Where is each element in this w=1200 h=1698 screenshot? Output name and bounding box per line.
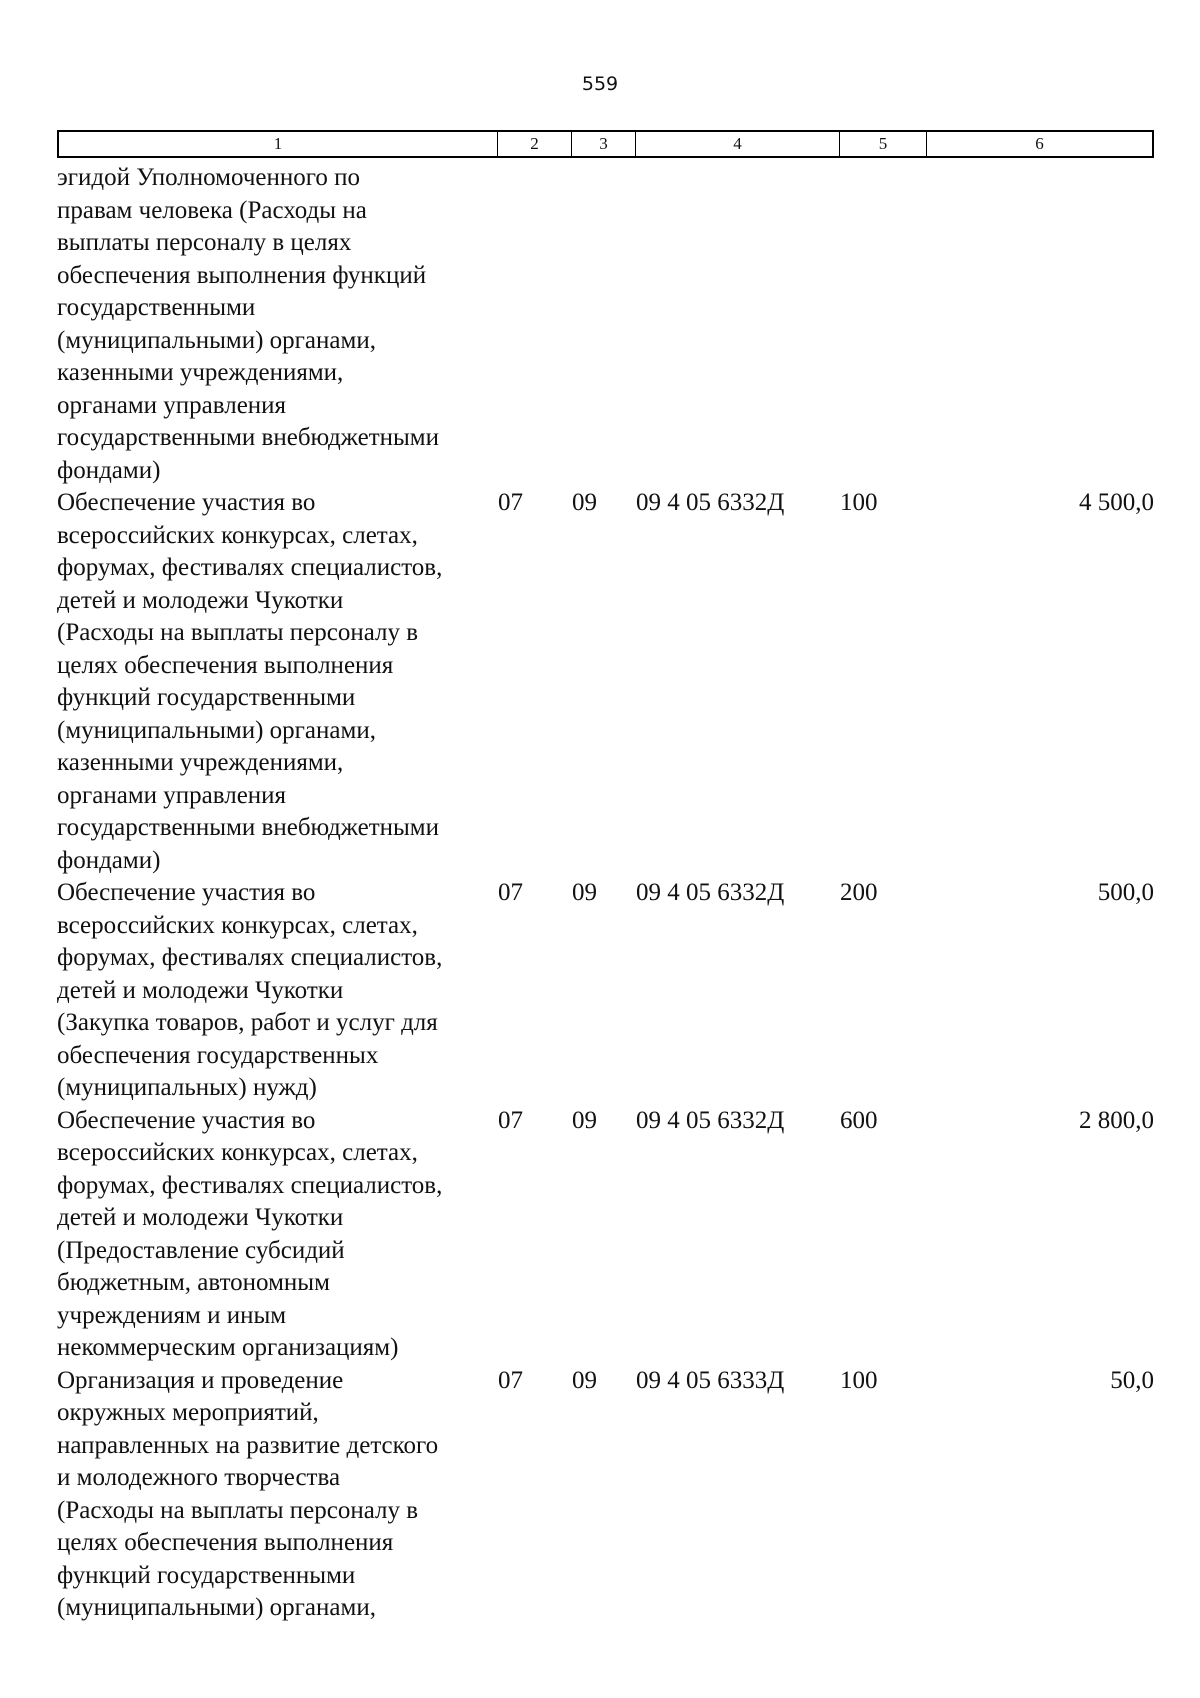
table-row — [57, 487, 1154, 877]
row-target-article-code: 09 4 05 6332Д — [636, 879, 785, 906]
row-subsection-code: 09 — [572, 489, 597, 516]
row-sum: 500,0 — [1097, 879, 1154, 906]
row-target-article-code: 09 4 05 6333Д — [636, 1366, 785, 1394]
table-row — [57, 1105, 1154, 1365]
row-subsection-code: 09 — [572, 879, 597, 906]
header-col-1: 1 — [59, 132, 498, 156]
header-col-4: 4 — [636, 132, 840, 156]
table-body — [57, 162, 1154, 1625]
table-row — [57, 1365, 1154, 1625]
row-section-code: 07 — [498, 489, 523, 516]
row-description: Обеспечение участия во всероссийских конкурсах, слетах, форумах, фестивалях специалистов, детей и молодежи Чукотки (Закупка товаров, работ и услуг для обеспечения государственных (муниципальных) нужд) — [57, 879, 443, 1101]
row-expense-type-code: 100 — [840, 1366, 878, 1394]
header-col-6: 6 — [1035, 134, 1044, 153]
row-description: Организация и проведение окружных мероприятий, направленных на развитие детского и молодежного творчества (Расходы на выплаты персоналу в целях обеспечения выполнения функций государственными (муниципальными) органами, — [57, 1366, 439, 1621]
row-target-article-code: 09 4 05 6332Д — [636, 1106, 785, 1134]
row-description: эгидой Уполномоченного по правам человека (Расходы на выплаты персоналу в целях обеспечения выполнения функций государственными (муниципальными) органами, казенными учреждениями, органами управления государственными внебюджетными фондами) — [57, 164, 440, 484]
row-expense-type-code: 600 — [840, 1106, 878, 1134]
row-expense-type-code: 100 — [840, 489, 878, 516]
page-number: 559 — [581, 73, 619, 95]
row-sum: 50,0 — [1110, 1366, 1154, 1394]
row-subsection-code: 09 — [572, 1366, 597, 1394]
row-description: Обеспечение участия во всероссийских конкурсах, слетах, форумах, фестивалях специалистов, детей и молодежи Чукотки (Расходы на выплаты персоналу в целях обеспечения выполнения функций государственными (муниципальными) органами, казенными учреждениями, органами управления государственными внебюджетными фондами) — [57, 489, 443, 874]
header-col-2: 2 — [498, 132, 572, 156]
row-sum: 4 500,0 — [1079, 489, 1154, 516]
row-section-code: 07 — [498, 1366, 523, 1394]
table-row — [57, 162, 1154, 487]
row-sum: 2 800,0 — [1079, 1106, 1154, 1134]
row-section-code: 07 — [498, 879, 523, 906]
row-target-article-code: 09 4 05 6332Д — [636, 489, 785, 516]
header-col-3: 3 — [572, 132, 636, 156]
row-expense-type-code: 200 — [840, 879, 878, 906]
row-section-code: 07 — [498, 1106, 523, 1134]
row-description: Обеспечение участия во всероссийских конкурсах, слетах, форумах, фестивалях специалистов, детей и молодежи Чукотки (Предоставление субсидий бюджетным, автономным учреждениям и иным некоммерческим организациям) — [57, 1106, 443, 1361]
row-subsection-code: 09 — [572, 1106, 597, 1134]
header-col-5: 5 — [840, 132, 927, 156]
table-row — [57, 877, 1154, 1105]
table-header — [57, 130, 1154, 158]
